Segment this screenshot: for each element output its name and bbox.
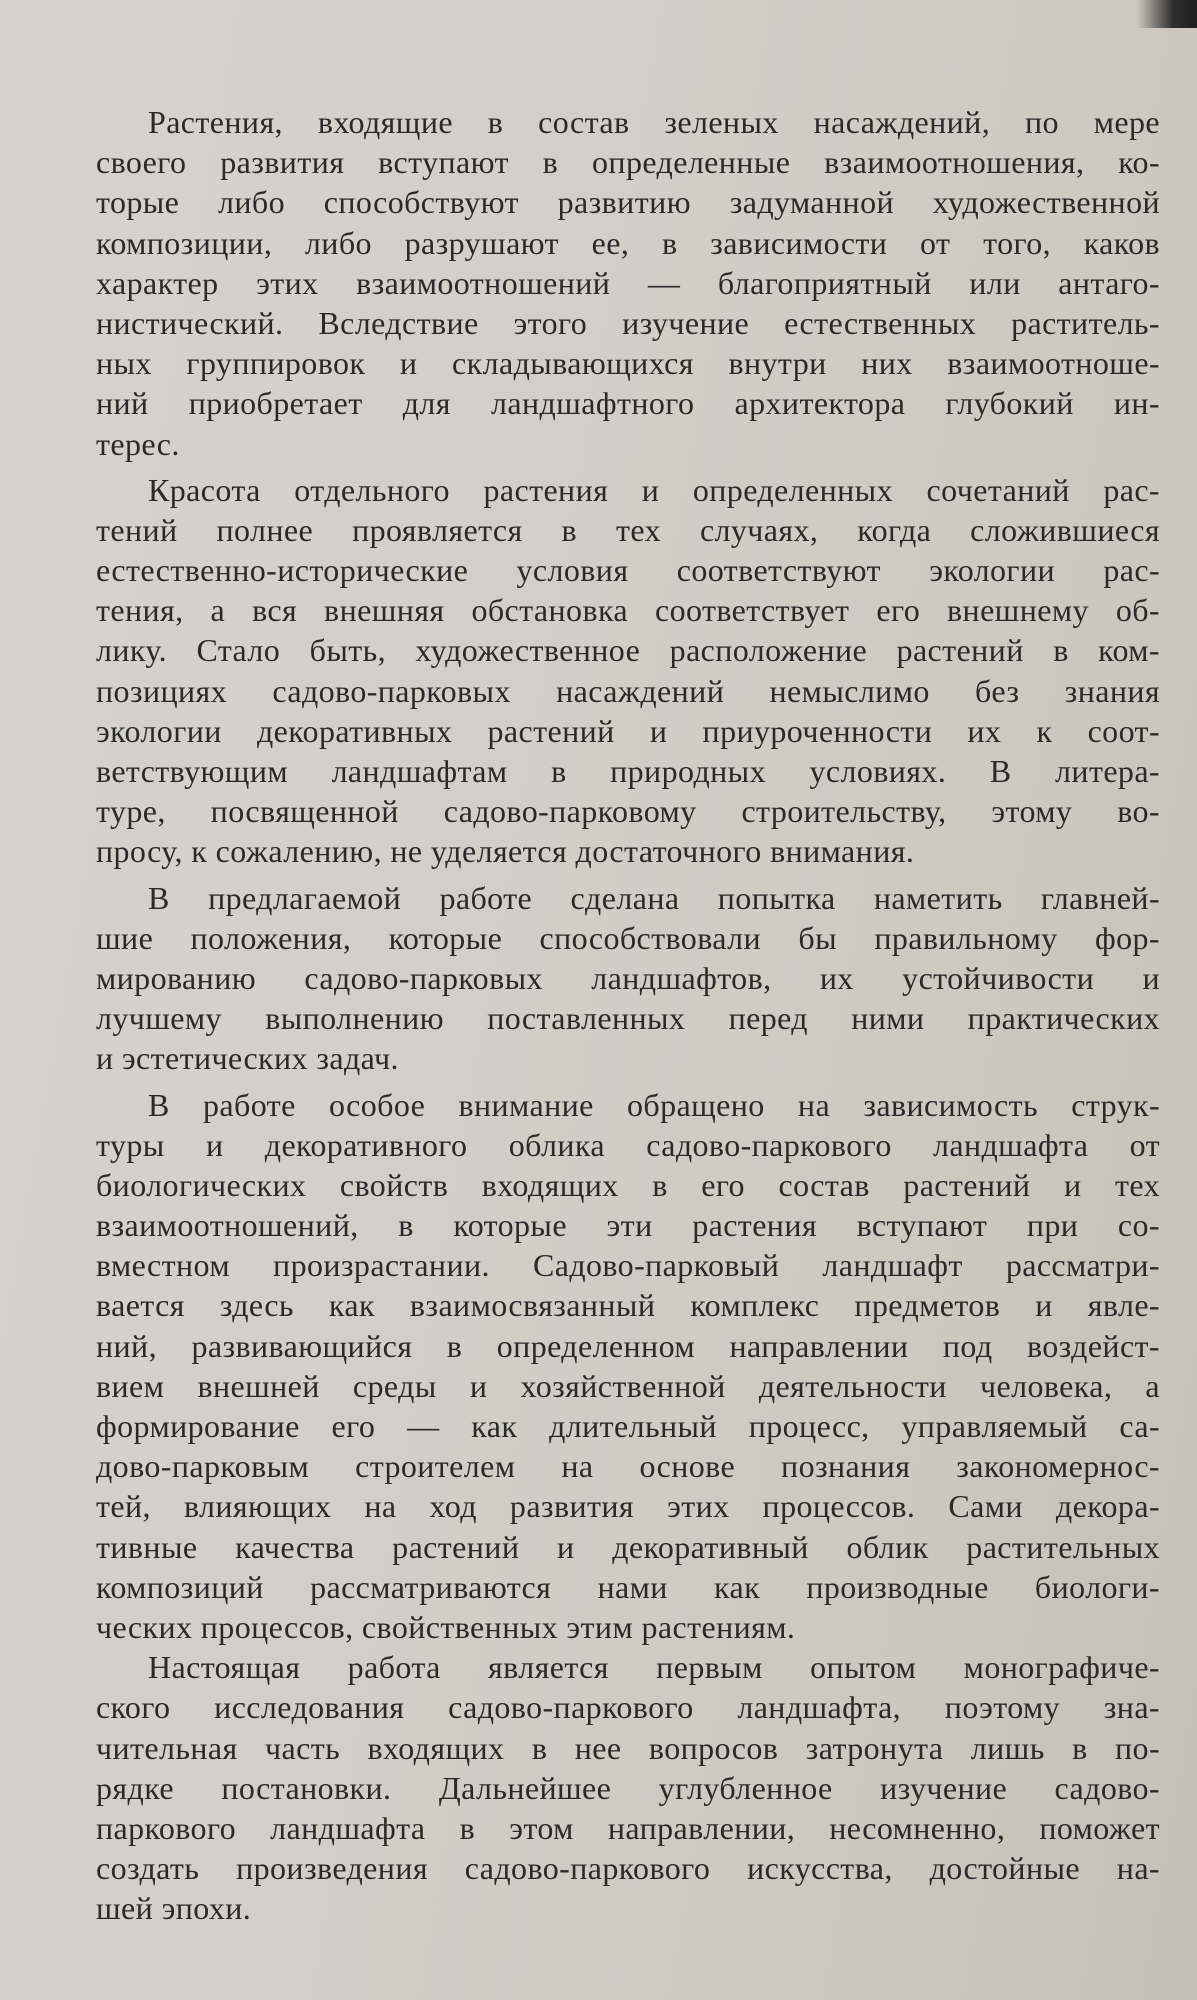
paragraph-2 <box>96 470 1160 872</box>
text-line: В предлагаемой работе сделана попытка наметить главней- <box>148 879 1160 916</box>
text-line: характер этих взаимоотношений — благоприятный или антаго- <box>96 264 1160 301</box>
text-line: шей эпохи. <box>96 1890 252 1927</box>
text-line: композиции, либо разрушают ее, в зависимости от того, каков <box>96 224 1160 261</box>
paragraph-4 <box>96 1085 1160 1648</box>
text-line: тивные качества растений и декоративный облик растительных <box>96 1528 1160 1565</box>
text-line: туры и декоративного облика садово-паркового ландшафта от <box>96 1126 1160 1163</box>
text-line: тения, а вся внешняя обстановка соответствует его внешнему об- <box>96 592 1160 629</box>
text-line: биологических свойств входящих в его состав растений и тех <box>96 1166 1160 1203</box>
text-line: ных группировок и складывающихся внутри них взаимоотноше- <box>96 345 1160 382</box>
text-line: паркового ландшафта в этом направлении, несомненно, поможет <box>96 1809 1160 1846</box>
text-line: вместном произрастании. Садово-парковый ландшафт рассматри- <box>96 1247 1160 1284</box>
text-line: дово-парковым строителем на основе познания закономернос- <box>96 1448 1160 1485</box>
text-line: ческих процессов, свойственных этим растениям. <box>96 1608 796 1645</box>
text-line: Настоящая работа является первым опытом монографиче- <box>148 1649 1160 1686</box>
text-line: туре, посвященной садово-парковому строительству, этому во- <box>96 793 1160 830</box>
text-line: лучшему выполнению поставленных перед ними практических <box>96 1000 1160 1037</box>
text-line: просу, к сожалению, не уделяется достаточного внимания. <box>96 833 915 870</box>
text-line: ний приобретает для ландшафтного архитектора глубокий ин- <box>96 385 1160 422</box>
text-line: рядке постановки. Дальнейшее углубленное изучение садово- <box>96 1769 1160 1806</box>
text-line: естественно-исторические условия соответствуют экологии рас- <box>96 552 1160 589</box>
text-line: создать произведения садово-паркового искусства, достойные на- <box>96 1850 1160 1887</box>
text-line: чительная часть входящих в нее вопросов затронута лишь в по- <box>96 1729 1160 1766</box>
paragraph-5 <box>96 1647 1160 1928</box>
paragraph-3 <box>96 878 1160 1079</box>
paragraph-1 <box>96 102 1160 464</box>
text-line: взаимоотношений, в которые эти растения вступают при со- <box>96 1207 1160 1244</box>
text-line: композиций рассматриваются нами как производные биологи- <box>96 1568 1160 1605</box>
text-line: вается здесь как взаимосвязанный комплекс предметов и явле- <box>96 1287 1160 1324</box>
text-line: ний, развивающийся в определенном направлении под воздейст- <box>96 1327 1160 1364</box>
text-line: тений полнее проявляется в тех случаях, когда сложившиеся <box>96 511 1160 548</box>
text-line: торые либо способствуют развитию задуманной художественной <box>96 184 1160 221</box>
text-line: формирование его — как длительный процесс, управляемый са- <box>96 1408 1160 1444</box>
text-line: ского исследования садово-паркового ландшафта, поэтому зна- <box>96 1689 1160 1726</box>
text-line: тей, влияющих на ход развития этих процессов. Сами декора- <box>96 1488 1160 1525</box>
text-line: позициях садово-парковых насаждений немыслимо без знания <box>96 672 1160 709</box>
text-line: Красота отдельного растения и определенных сочетаний рас- <box>148 471 1160 508</box>
text-line: своего развития вступают в определенные взаимоотношения, ко- <box>96 144 1160 181</box>
text-line: Растения, входящие в состав зеленых насаждений, по мере <box>148 104 1160 140</box>
text-line: терес. <box>96 425 180 462</box>
text-line: экологии декоративных растений и приуроченности их к соот- <box>96 712 1160 749</box>
page-corner-shadow <box>1137 0 1197 28</box>
text-line: ветствующим ландшафтам в природных условиях. В литера- <box>96 753 1160 789</box>
text-line: шие положения, которые способствовали бы правильному фор- <box>96 919 1160 956</box>
text-line: В работе особое внимание обращено на зависимость струк- <box>148 1086 1160 1123</box>
body-text <box>96 102 1160 1928</box>
text-line: нистический. Вследствие этого изучение естественных раститель- <box>96 304 1160 341</box>
text-line: вием внешней среды и хозяйственной деятельности человека, а <box>96 1367 1160 1404</box>
text-line: лику. Стало быть, художественное расположение растений в ком- <box>96 632 1160 669</box>
text-line: мированию садово-парковых ландшафтов, их устойчивости и <box>96 959 1160 996</box>
text-line: и эстетических задач. <box>96 1040 399 1077</box>
